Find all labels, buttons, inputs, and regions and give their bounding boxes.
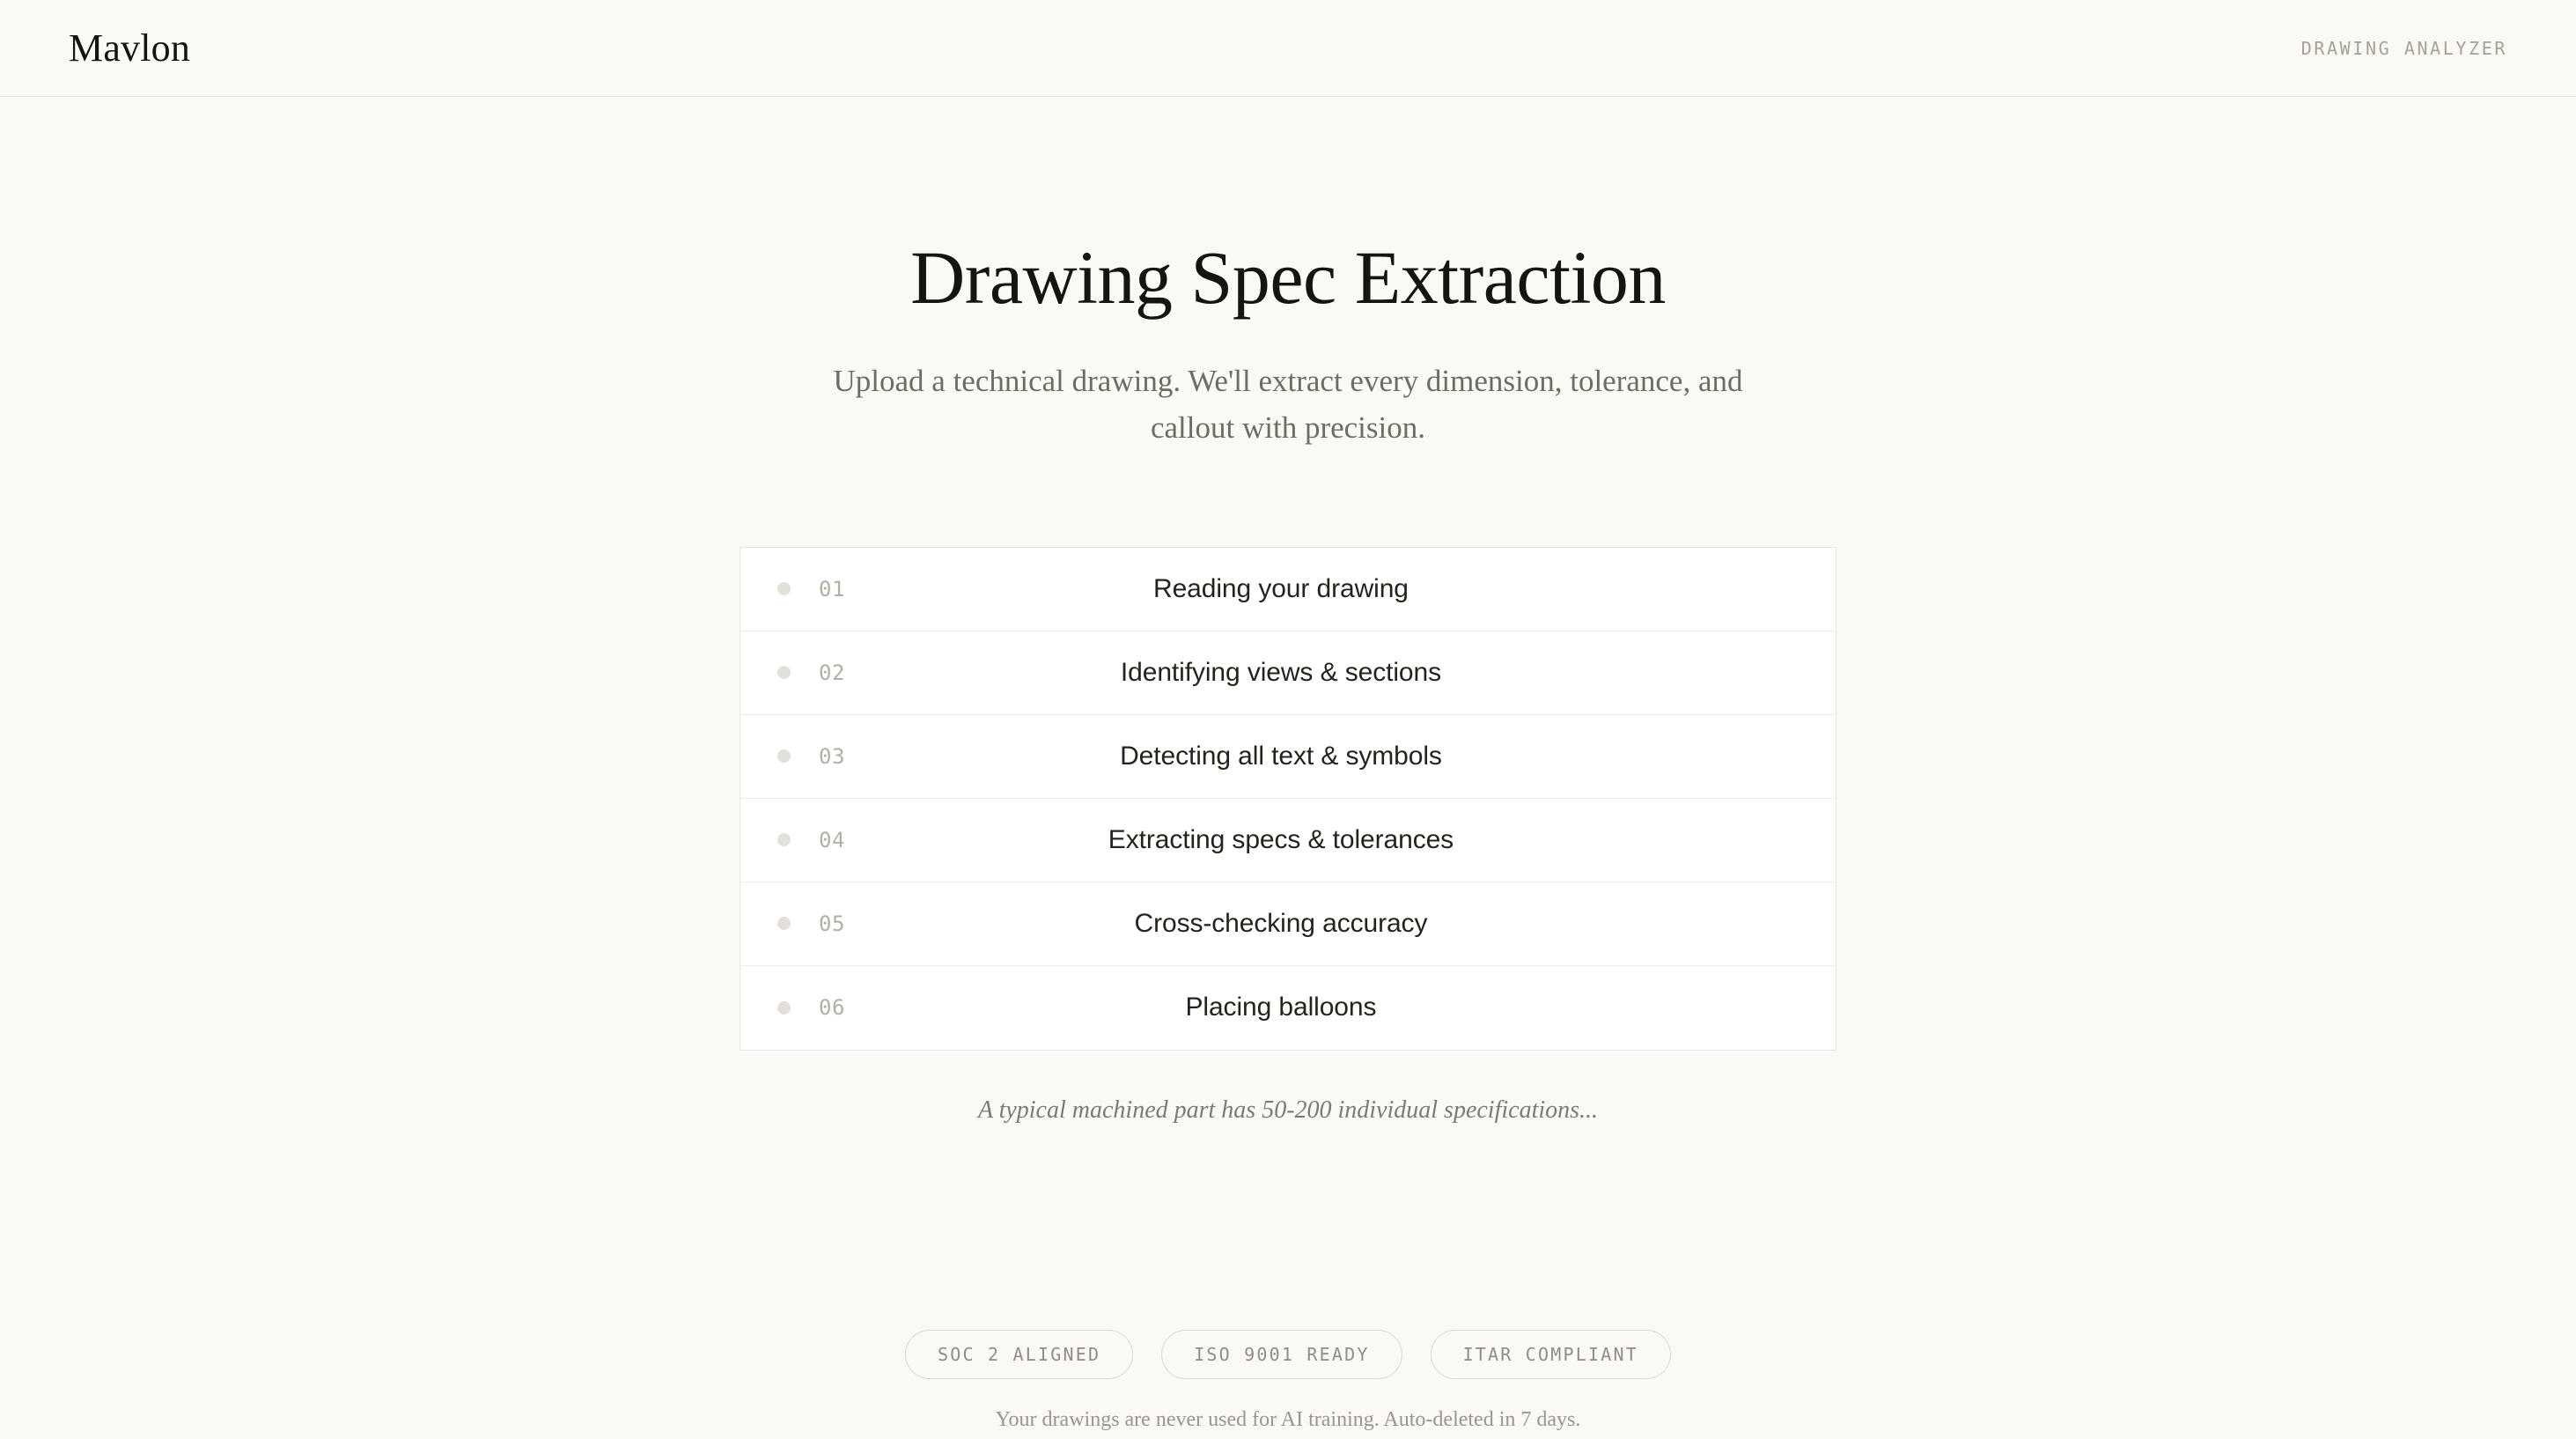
status-badge: ITAR COMPLIANT [1431, 1330, 1671, 1379]
step-number: 03 [819, 743, 845, 769]
step-number: 01 [819, 576, 845, 601]
step-status-dot-icon [777, 666, 791, 679]
brand-logo[interactable]: Mavlon [69, 26, 191, 70]
step-label: Placing balloons [1185, 993, 1377, 1022]
step-number: 02 [819, 660, 845, 685]
step-number: 05 [819, 911, 845, 936]
step-status-dot-icon [777, 749, 791, 763]
progress-steps-list [740, 547, 1836, 1051]
list-item[interactable] [740, 882, 1836, 966]
status-badge: ISO 9001 READY [1161, 1330, 1402, 1379]
step-number: 04 [819, 827, 845, 852]
hero-section [0, 97, 2576, 452]
page-title: Drawing Spec Extraction [910, 235, 1666, 320]
step-status-dot-icon [777, 833, 791, 846]
step-status-dot-icon [777, 1001, 791, 1015]
step-label: Detecting all text & symbols [1120, 741, 1442, 771]
step-label: Cross-checking accuracy [1134, 908, 1428, 938]
status-badge: SOC 2 ALIGNED [905, 1330, 1133, 1379]
compliance-badges [0, 1330, 2576, 1379]
step-status-dot-icon [777, 917, 791, 930]
list-item[interactable] [740, 548, 1836, 631]
step-number: 06 [819, 995, 845, 1021]
privacy-note: Your drawings are never used for AI training. Auto-deleted in 7 days. [995, 1408, 1581, 1431]
page-subtitle: Upload a technical drawing. We'll extract every dimension, tolerance, and callout with precision. [833, 364, 1743, 446]
steps-footnote: A typical machined part has 50-200 individual specifications... [977, 1096, 1599, 1124]
list-item[interactable] [740, 966, 1836, 1050]
list-item[interactable] [740, 799, 1836, 882]
step-label: Reading your drawing [1153, 573, 1409, 603]
list-item[interactable] [740, 715, 1836, 799]
step-label: Identifying views & sections [1120, 657, 1441, 687]
step-label: Extracting specs & tolerances [1108, 824, 1454, 854]
step-status-dot-icon [777, 582, 791, 595]
nav-drawing-analyzer[interactable]: DRAWING ANALYZER [2300, 37, 2507, 59]
app-header [0, 0, 2576, 97]
list-item[interactable] [740, 631, 1836, 715]
